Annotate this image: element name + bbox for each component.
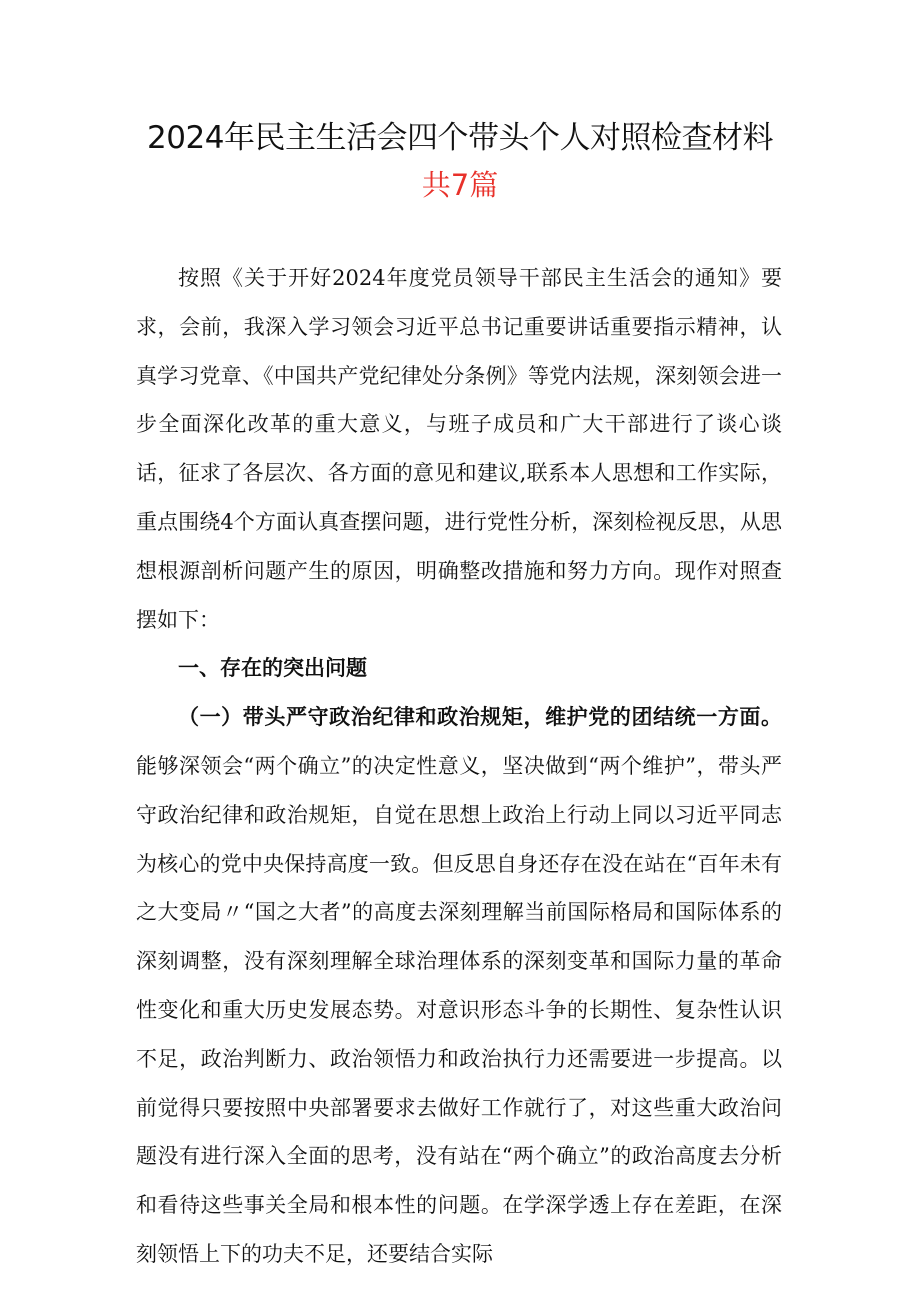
document-body — [136, 254, 782, 1279]
document-title: 2024年民主生活会四个带头个人对照检查材料 — [147, 120, 773, 156]
document-subtitle: 共7篇 — [421, 168, 499, 202]
subsection-body: 能够深领会“两个确立”的决定性意义，坚决做到“两个维护”，带头严守政治纪律和政治规矩，自觉在思想上政治上行动上同以习近平同志为核心的党中央保持高度一致。但反思自身还存在没在站在“百年未有之大变局〃“国之大者”的高度去深刻理解当前国际格局和国际体系的深刻调整，没有深刻理解全球治理体系的深刻变革和国际力量的革命性变化和重大历史发展态势。对意识形态斗争的长期性、复杂性认识不足，政治判断力、政治领悟力和政治执行力还需要进一步提高。以前觉得只要按照中央部署要求去做好工作就行了，对这些重大政治问题没有进行深入全面的思考，没有站在“两个确立”的政治高度去分析和看待这些事关全局和根本性的问题。在学深学透上存在差距，在深刻领悟上下的功夫不足，还要结合实际 — [136, 753, 782, 1266]
intro-paragraph: 按照《关于开好2024年度党员领导干部民主生活会的通知》要求，会前，我深入学习领会习近平总书记重要讲话重要指示精神，认真学习党章、《中国共产党纪律处分条例》等党内法规，深刻领会进一步全面深化改革的重大意义，与班子成员和广大干部进行了谈心谈话，征求了各层次、各方面的意见和建议,联系本人思想和工作实际，重点围绕4个方面认真查摆问题，进行党性分析，深刻检视反思，从思想根源剖析问题产生的原因，明确整改措施和努力方向。现作对照查摆如下： — [136, 266, 782, 632]
subsection-paragraph — [136, 693, 782, 1279]
subsection-lead: （一）带头严守政治纪律和政治规矩，维护党的团结统一方面。 — [178, 704, 782, 730]
section-heading: 一、存在的突出问题 — [178, 655, 367, 681]
